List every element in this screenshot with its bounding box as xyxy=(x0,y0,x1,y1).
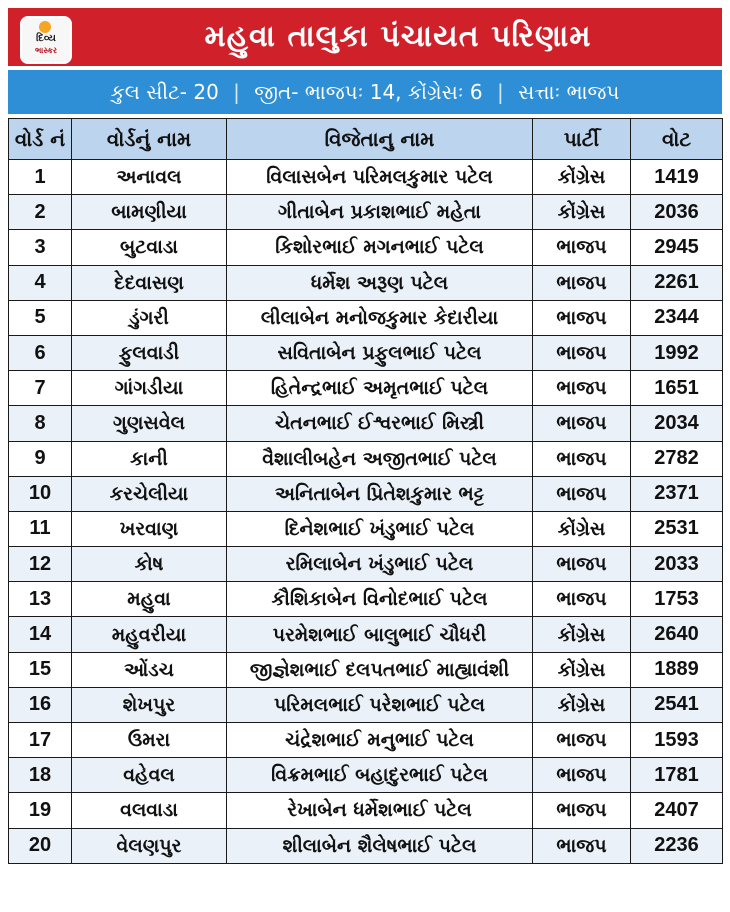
table-row xyxy=(9,160,723,195)
winner-name: ગીતાબેન પ્રકાશભાઈ મહેતા xyxy=(227,195,533,230)
ward-number: 15 xyxy=(9,652,72,687)
winner-name: ચંદ્રેશભાઈ મનુભાઈ પટેલ xyxy=(227,723,533,758)
ward-name: દેદવાસણ xyxy=(72,265,227,300)
winner-name: કૌશિકાબેન વિનોદભાઈ પટેલ xyxy=(227,582,533,617)
party: ભાજપ xyxy=(533,441,631,476)
table-row xyxy=(9,476,723,511)
ward-name: બુટવાડા xyxy=(72,230,227,265)
ward-number: 11 xyxy=(9,511,72,546)
table-row xyxy=(9,793,723,828)
votes: 1781 xyxy=(631,758,723,793)
table-row xyxy=(9,758,723,793)
votes: 1419 xyxy=(631,160,723,195)
ward-number: 7 xyxy=(9,371,72,406)
votes: 2344 xyxy=(631,300,723,335)
ward-name: વલવાડા xyxy=(72,793,227,828)
winner-name: રેખાબેન ધર્મેશભાઈ પટેલ xyxy=(227,793,533,828)
table-row xyxy=(9,406,723,441)
party: ભાજપ xyxy=(533,828,631,863)
party: કોંગ્રેસ xyxy=(533,687,631,722)
table-row xyxy=(9,547,723,582)
ward-name: મહુવા xyxy=(72,582,227,617)
page-title: મહુવા તાલુકા પંચાયત પરિણામ xyxy=(204,19,592,54)
ward-number: 6 xyxy=(9,335,72,370)
ward-name: ફુલવાડી xyxy=(72,335,227,370)
votes: 2782 xyxy=(631,441,723,476)
ward-name: ખરવાણ xyxy=(72,511,227,546)
table-row xyxy=(9,371,723,406)
winner-name: ચેતનભાઈ ઈશ્વરભાઈ મિસ્ત્રી xyxy=(227,406,533,441)
winner-name: પરિમલભાઈ પરેશભાઈ પટેલ xyxy=(227,687,533,722)
party: કોંગ્રેસ xyxy=(533,160,631,195)
votes: 2407 xyxy=(631,793,723,828)
ward-number: 14 xyxy=(9,617,72,652)
table-row xyxy=(9,617,723,652)
ward-number: 4 xyxy=(9,265,72,300)
header-winner-name: વિજેતાનુ નામ xyxy=(227,119,533,160)
ward-number: 13 xyxy=(9,582,72,617)
winner-name: વિક્રમભાઈ બહાદુરભાઈ પટેલ xyxy=(227,758,533,793)
ward-number: 5 xyxy=(9,300,72,335)
winner-name: વૈશાલીબહેન અજીતભાઈ પટેલ xyxy=(227,441,533,476)
party: કોંગ્રેસ xyxy=(533,511,631,546)
ward-name: ગુણસવેલ xyxy=(72,406,227,441)
votes: 1753 xyxy=(631,582,723,617)
table-row xyxy=(9,230,723,265)
summary-total-seats: કુલ સીટ- 20 xyxy=(110,80,219,104)
winner-name: શીલાબેન શૈલેષભાઈ પટેલ xyxy=(227,828,533,863)
ward-number: 1 xyxy=(9,160,72,195)
table-row xyxy=(9,335,723,370)
party: ભાજપ xyxy=(533,265,631,300)
votes: 2036 xyxy=(631,195,723,230)
ward-name: ઉમરા xyxy=(72,723,227,758)
logo-text-line2: ભાસ્કર xyxy=(34,46,58,55)
winner-name: અનિતાબેન પ્રિતેશકુમાર ભટ્ટ xyxy=(227,476,533,511)
ward-number: 9 xyxy=(9,441,72,476)
ward-number: 18 xyxy=(9,758,72,793)
party: ભાજપ xyxy=(533,476,631,511)
table-row xyxy=(9,723,723,758)
table-row xyxy=(9,511,723,546)
ward-name: અનાવલ xyxy=(72,160,227,195)
header-party: પાર્ટી xyxy=(533,119,631,160)
table-row xyxy=(9,687,723,722)
votes: 2261 xyxy=(631,265,723,300)
party: ભાજપ xyxy=(533,547,631,582)
party: ભાજપ xyxy=(533,230,631,265)
ward-number: 2 xyxy=(9,195,72,230)
ward-number: 10 xyxy=(9,476,72,511)
votes: 2531 xyxy=(631,511,723,546)
ward-number: 19 xyxy=(9,793,72,828)
party: ભાજપ xyxy=(533,793,631,828)
divya-bhaskar-logo xyxy=(20,16,72,64)
infographic xyxy=(8,8,722,906)
table-row xyxy=(9,265,723,300)
summary-won: જીત- ભાજપઃ 14, કોંગ્રેસઃ 6 xyxy=(254,80,483,104)
votes: 1651 xyxy=(631,371,723,406)
winner-name: કિશોરભાઈ મગનભાઈ પટેલ xyxy=(227,230,533,265)
ward-number: 20 xyxy=(9,828,72,863)
ward-name: ડુંગરી xyxy=(72,300,227,335)
winner-name: દિનેશભાઈ ખંડુભાઈ પટેલ xyxy=(227,511,533,546)
ward-name: કાની xyxy=(72,441,227,476)
header-ward-no: વોર્ડ નં xyxy=(9,119,72,160)
header-ward-name: વોર્ડનું નામ xyxy=(72,119,227,160)
ward-number: 16 xyxy=(9,687,72,722)
party: ભાજપ xyxy=(533,335,631,370)
table-header-row xyxy=(9,119,723,160)
votes: 2034 xyxy=(631,406,723,441)
party: ભાજપ xyxy=(533,582,631,617)
title-banner xyxy=(8,8,722,66)
votes: 2371 xyxy=(631,476,723,511)
table-row xyxy=(9,195,723,230)
ward-number: 8 xyxy=(9,406,72,441)
ward-name: ઓંડચ xyxy=(72,652,227,687)
ward-name: વહેવલ xyxy=(72,758,227,793)
party: ભાજપ xyxy=(533,371,631,406)
logo-text-line1: દિવ્ય xyxy=(36,33,56,44)
votes: 1593 xyxy=(631,723,723,758)
party: કોંગ્રેસ xyxy=(533,617,631,652)
divider: | xyxy=(496,80,504,104)
ward-name: ગાંગડીયા xyxy=(72,371,227,406)
table-row xyxy=(9,582,723,617)
votes: 2541 xyxy=(631,687,723,722)
votes: 2945 xyxy=(631,230,723,265)
winner-name: લીલાબેન મનોજકુમાર કેદારીયા xyxy=(227,300,533,335)
ward-name: કરચેલીયા xyxy=(72,476,227,511)
votes: 1889 xyxy=(631,652,723,687)
ward-number: 17 xyxy=(9,723,72,758)
winner-name: રમિલાબેન ખંડુભાઈ પટેલ xyxy=(227,547,533,582)
winner-name: વિલાસબેન પરિમલકુમાર પટેલ xyxy=(227,160,533,195)
party: કોંગ્રેસ xyxy=(533,195,631,230)
party: કોંગ્રેસ xyxy=(533,652,631,687)
sun-icon xyxy=(39,21,51,33)
divider: | xyxy=(233,80,240,104)
ward-name: બામણીયા xyxy=(72,195,227,230)
ward-name: વેલણપુર xyxy=(72,828,227,863)
party: ભાજપ xyxy=(533,300,631,335)
table-row xyxy=(9,652,723,687)
summary-power: સત્તાઃ ભાજપ xyxy=(518,80,620,104)
table-row xyxy=(9,441,723,476)
ward-number: 12 xyxy=(9,547,72,582)
header-votes: વોટ xyxy=(631,119,723,160)
summary-bar xyxy=(8,70,722,114)
ward-number: 3 xyxy=(9,230,72,265)
party: ભાજપ xyxy=(533,758,631,793)
winner-name: પરમેશભાઈ બાલુભાઈ ચૌધરી xyxy=(227,617,533,652)
votes: 2033 xyxy=(631,547,723,582)
votes: 2640 xyxy=(631,617,723,652)
votes: 2236 xyxy=(631,828,723,863)
winner-name: હિતેન્દ્રભાઈ અમૃતભાઈ પટેલ xyxy=(227,371,533,406)
votes: 1992 xyxy=(631,335,723,370)
table-row xyxy=(9,828,723,863)
winner-name: જીજ્ઞેશભાઈ દલપતભાઈ માહ્યાવંશી xyxy=(227,652,533,687)
ward-name: મહુવરીયા xyxy=(72,617,227,652)
winner-name: સવિતાબેન પ્રફુલભાઈ પટેલ xyxy=(227,335,533,370)
results-table xyxy=(8,118,723,864)
table-row xyxy=(9,300,723,335)
party: ભાજપ xyxy=(533,406,631,441)
ward-name: શેખપુર xyxy=(72,687,227,722)
ward-name: કોષ xyxy=(72,547,227,582)
winner-name: ધર્મેશ અરૂણ પટેલ xyxy=(227,265,533,300)
party: ભાજપ xyxy=(533,723,631,758)
